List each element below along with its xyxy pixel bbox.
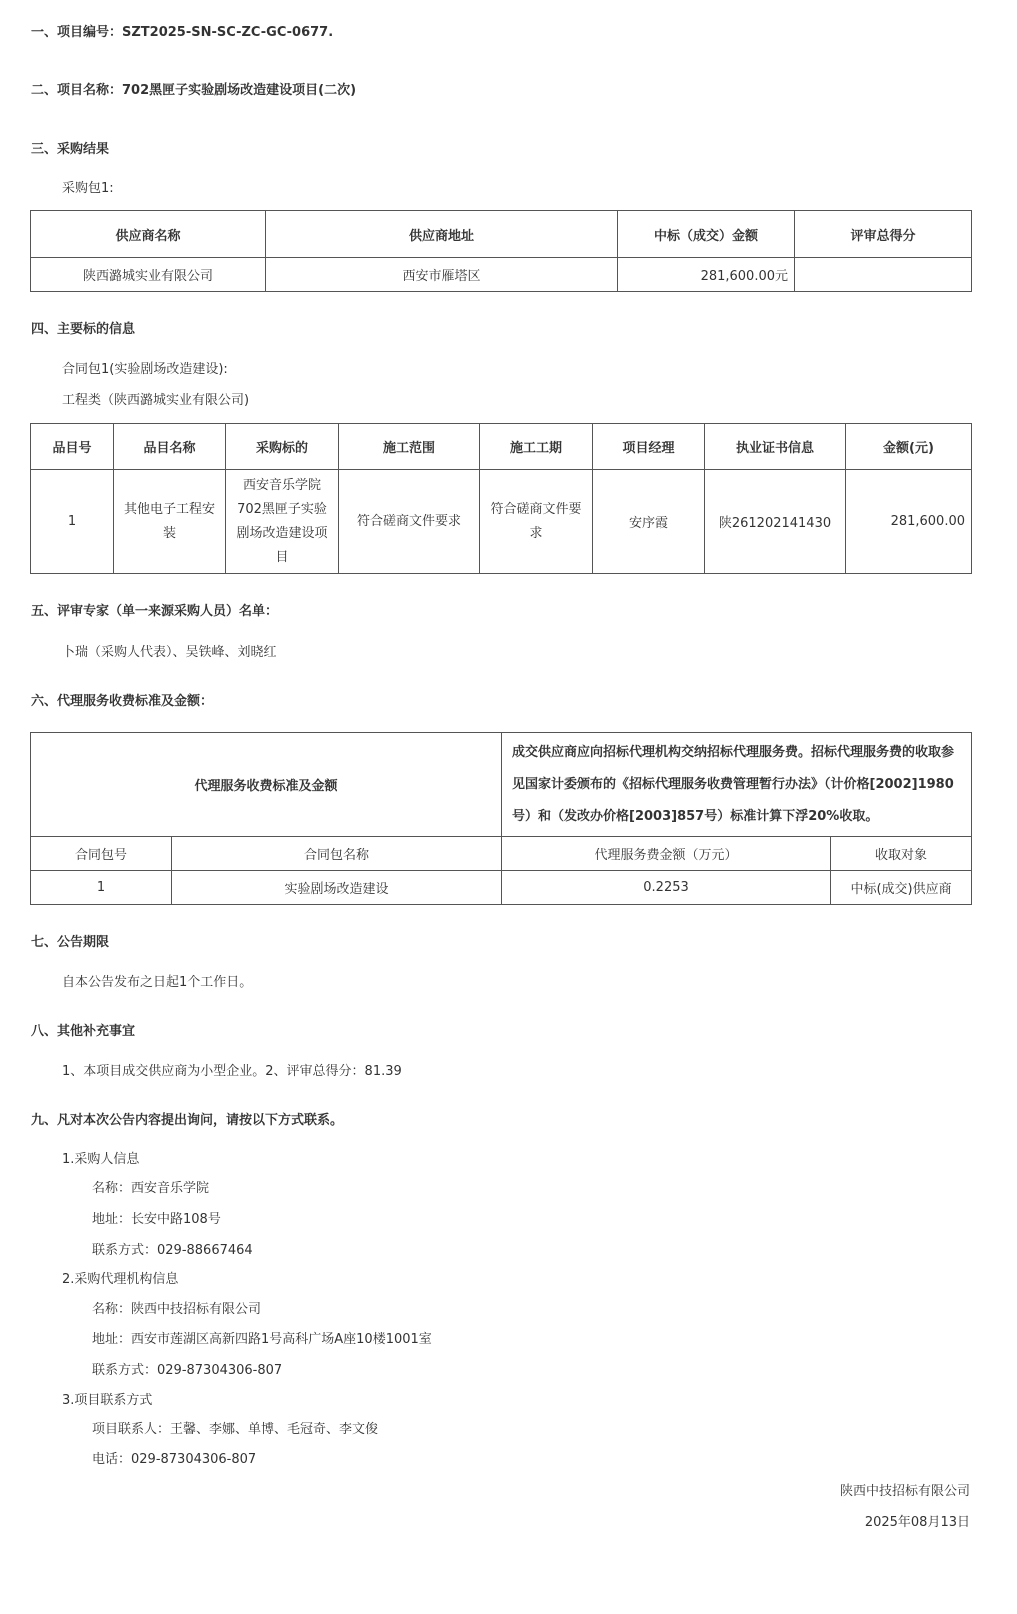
agency-info-title: 2.采购代理机构信息 bbox=[62, 1272, 179, 1287]
header-item-no: 品目号 bbox=[31, 424, 114, 470]
cell-procurement-target: 西安音乐学院702黑匣子实验剧场改造建设项目 bbox=[226, 470, 339, 574]
header-supplier-address: 供应商地址 bbox=[266, 211, 618, 258]
section-9-title: 九、凡对本次公告内容提出询问，请按以下方式联系。 bbox=[31, 1113, 344, 1128]
expert-list: 卜瑞（采购人代表）、吴铁峰、刘晓红 bbox=[62, 645, 277, 660]
cell-construction-period: 符合磋商文件要求 bbox=[480, 470, 593, 574]
project-number-value: SZT2025-SN-SC-ZC-GC-0677. bbox=[122, 25, 334, 40]
buyer-contact: 联系方式：029-88667464 bbox=[92, 1243, 253, 1258]
agency-name: 名称：陕西中技招标有限公司 bbox=[92, 1302, 262, 1317]
header-charge-target: 收取对象 bbox=[831, 837, 972, 871]
cell-amount: 281,600.00 bbox=[846, 470, 972, 574]
cell-project-manager: 安序霞 bbox=[593, 470, 705, 574]
project-contact-title: 3.项目联系方式 bbox=[62, 1393, 153, 1408]
header-construction-period: 施工工期 bbox=[480, 424, 593, 470]
agency-contact: 联系方式：029-87304306-807 bbox=[92, 1363, 283, 1378]
fee-standard-label: 代理服务收费标准及金额 bbox=[31, 733, 502, 837]
section-8-title: 八、其他补充事宜 bbox=[31, 1024, 136, 1039]
table-header-row bbox=[31, 211, 972, 258]
header-total-score: 评审总得分 bbox=[795, 211, 972, 258]
cell-bid-amount: 281,600.00元 bbox=[618, 258, 795, 292]
table-header-row bbox=[31, 424, 972, 470]
procurement-result-table bbox=[30, 210, 972, 292]
header-supplier-name: 供应商名称 bbox=[31, 211, 266, 258]
cell-fee-amount: 0.2253 bbox=[502, 871, 831, 905]
category-label: 工程类（陕西潞城实业有限公司) bbox=[62, 393, 250, 408]
supplementary-info: 1、本项目成交供应商为小型企业。2、评审总得分：81.39 bbox=[62, 1064, 402, 1079]
project-name-value: 702黑匣子实验剧场改造建设项目(二次) bbox=[122, 83, 357, 98]
project-contact-people: 项目联系人：王馨、李娜、单博、毛冠奇、李文俊 bbox=[92, 1422, 379, 1437]
cell-construction-scope: 符合磋商文件要求 bbox=[339, 470, 480, 574]
procurement-package-label: 采购包1: bbox=[62, 181, 114, 196]
cell-item-no: 1 bbox=[31, 470, 114, 574]
cell-total-score bbox=[795, 258, 972, 292]
header-amount: 金额(元) bbox=[846, 424, 972, 470]
main-item-table bbox=[30, 423, 972, 574]
header-project-manager: 项目经理 bbox=[593, 424, 705, 470]
table-row bbox=[31, 871, 972, 905]
section-3-title: 三、采购结果 bbox=[31, 142, 110, 157]
buyer-address: 地址：长安中路108号 bbox=[92, 1212, 221, 1227]
header-bid-amount: 中标（成交）金额 bbox=[618, 211, 795, 258]
cell-contract-name: 实验剧场改造建设 bbox=[172, 871, 502, 905]
section-4-title: 四、主要标的信息 bbox=[31, 322, 136, 337]
project-name-label: 二、项目名称： bbox=[31, 83, 123, 98]
footer-company: 陕西中技招标有限公司 bbox=[839, 1484, 970, 1499]
project-contact-phone: 电话：029-87304306-807 bbox=[92, 1452, 257, 1467]
cell-contract-no: 1 bbox=[31, 871, 172, 905]
agency-fee-table bbox=[30, 732, 972, 905]
cell-license-info: 陕261202141430 bbox=[705, 470, 846, 574]
header-construction-scope: 施工范围 bbox=[339, 424, 480, 470]
agency-address: 地址：西安市莲湖区高新四路1号高科广场A座10楼1001室 bbox=[92, 1332, 432, 1347]
footer-date: 2025年08月13日 bbox=[864, 1515, 970, 1530]
header-contract-no: 合同包号 bbox=[31, 837, 172, 871]
project-name-line bbox=[31, 79, 356, 98]
buyer-info-title: 1.采购人信息 bbox=[62, 1152, 140, 1167]
cell-supplier-address: 西安市雁塔区 bbox=[266, 258, 618, 292]
cell-charge-target: 中标(成交)供应商 bbox=[831, 871, 972, 905]
header-item-name: 品目名称 bbox=[114, 424, 226, 470]
table-header-row bbox=[31, 837, 972, 871]
header-procurement-target: 采购标的 bbox=[226, 424, 339, 470]
fee-standard-row bbox=[31, 733, 972, 837]
table-row bbox=[31, 470, 972, 574]
project-number-label: 一、项目编号： bbox=[31, 25, 123, 40]
header-fee-amount: 代理服务费金额（万元） bbox=[502, 837, 831, 871]
contract-package-label: 合同包1(实验剧场改造建设): bbox=[62, 362, 228, 377]
section-6-title: 六、代理服务收费标准及金额： bbox=[31, 694, 214, 709]
header-contract-name: 合同包名称 bbox=[172, 837, 502, 871]
announcement-period: 自本公告发布之日起1个工作日。 bbox=[62, 975, 253, 990]
header-license-info: 执业证书信息 bbox=[705, 424, 846, 470]
section-7-title: 七、公告期限 bbox=[31, 935, 110, 950]
cell-item-name: 其他电子工程安装 bbox=[114, 470, 226, 574]
fee-standard-text: 成交供应商应向招标代理机构交纳招标代理服务费。招标代理服务费的收取参见国家计委颁布的《招标代理服务收费管理暂行办法》（计价格[2002]1980号）和（发改办价格[2003]857号）标准计算下浮20%收取。 bbox=[502, 733, 972, 837]
section-5-title: 五、评审专家（单一来源采购人员）名单： bbox=[31, 604, 279, 619]
project-number-line bbox=[31, 21, 333, 40]
table-row bbox=[31, 258, 972, 292]
buyer-name: 名称：西安音乐学院 bbox=[92, 1181, 210, 1196]
cell-supplier-name: 陕西潞城实业有限公司 bbox=[31, 258, 266, 292]
